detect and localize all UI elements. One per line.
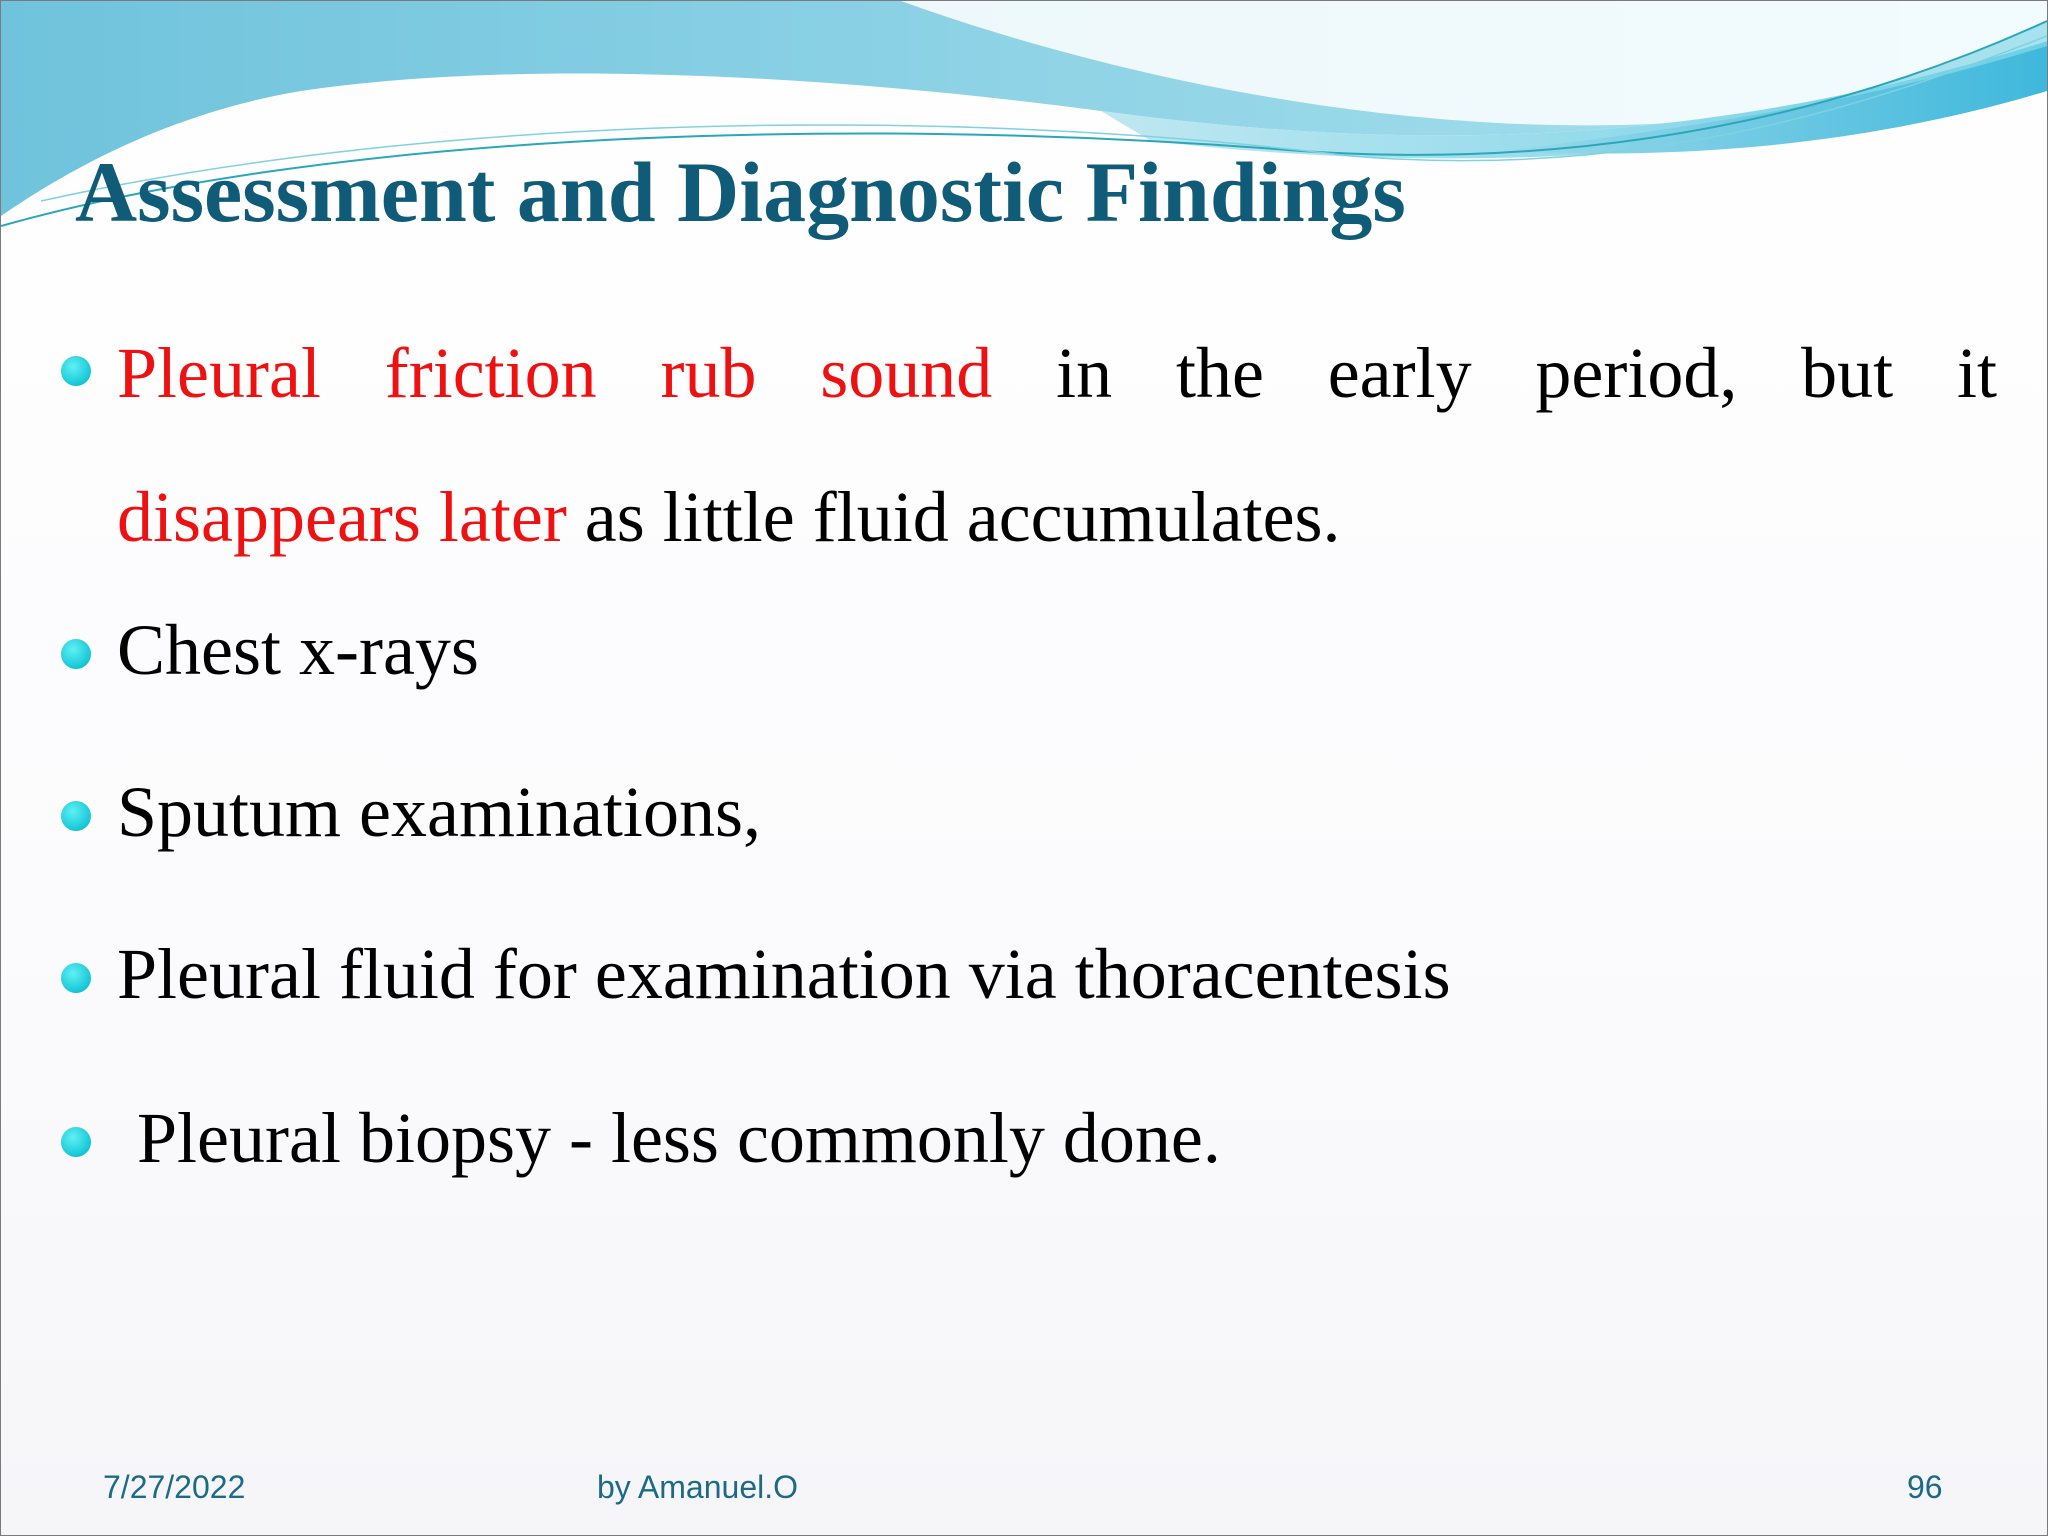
bullet-item: [57, 771, 1997, 853]
bullet-icon: [61, 963, 91, 993]
bullet-text: Pleural biopsy - less commonly done.: [137, 1098, 1221, 1178]
bullet-item: [57, 1097, 1997, 1179]
bullet-list: [57, 301, 1997, 1179]
bullet-text: Pleural fluid for examination via thoracentesis: [117, 934, 1451, 1014]
footer-date: 7/27/2022: [103, 1469, 246, 1505]
page-number: 96: [1907, 1469, 1943, 1505]
bullet-icon: [61, 639, 91, 669]
bullet-text: Chest x-rays: [117, 610, 479, 690]
bullet-text: as little fluid accumulates.: [566, 477, 1341, 557]
footer-author: by Amanuel.O: [597, 1469, 798, 1505]
highlight-text: disappears later: [117, 477, 567, 557]
bullet-icon: [61, 801, 91, 831]
bullet-item: [57, 301, 1997, 589]
bullet-line: [117, 301, 1997, 445]
highlight-text: Pleural friction rub sound: [117, 333, 993, 413]
bullet-icon: [61, 356, 91, 386]
bullet-text: Sputum examinations,: [117, 772, 761, 852]
bullet-icon: [61, 1127, 91, 1157]
bullet-line: [117, 445, 1997, 589]
bullet-item: [57, 609, 1997, 691]
bullet-item: [57, 933, 1997, 1015]
bullet-text: in the early period, but it: [992, 333, 1998, 413]
slide-title: Assessment and Diagnostic Findings: [75, 144, 1406, 240]
